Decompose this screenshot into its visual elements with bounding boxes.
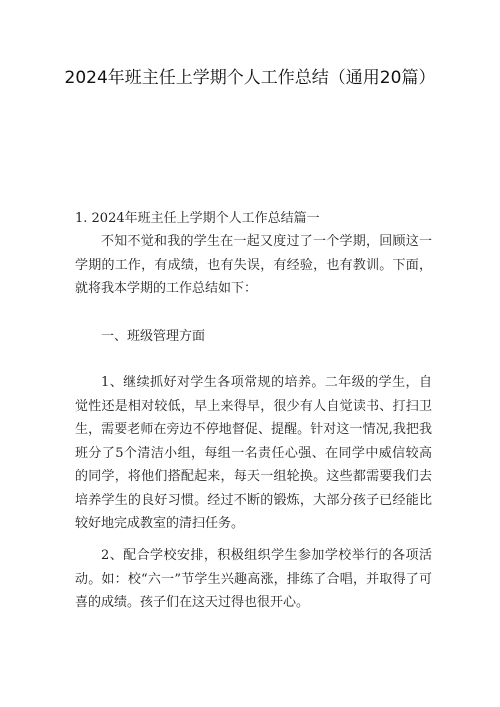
subsection-heading: 一、班级管理方面: [101, 329, 206, 344]
section-heading: 1. 2024年班主任上学期个人工作总结篇一: [75, 211, 320, 226]
body-paragraph-1: 1、继续抓好对学生各项常规的培养。二年级的学生，自觉性还是相对较低，早上来得早，很少有人自觉读书、打扫卫生，需要老师在旁边不停地督促、提醒。针对这一情况,我把我班分了5个清洁小组，每组一名责任心强、在同学中威信较高的同学，将他们搭配起来，每天一组轮换。这些都需要我们去培养学生的良好习惯。经过不断的锻炼，大部分孩子已经能比较好地完成教室的清扫任务。: [75, 375, 432, 531]
intro-paragraph: 不知不觉和我的学生在一起又度过了一个学期，回顾这一学期的工作，有成绩，也有失误，有经验，也有教训。下面，就将我本学期的工作总结如下：: [75, 234, 432, 296]
body-paragraph-2: 2、配合学校安排，积极组织学生参加学校举行的各项活动。如：校“六一”节学生兴趣高涨，排练了合唱，并取得了可喜的成绩。孩子们在这天过得也很开心。: [75, 548, 432, 610]
document-title: 2024年班主任上学期个人工作总结（通用20篇）: [64, 68, 436, 88]
